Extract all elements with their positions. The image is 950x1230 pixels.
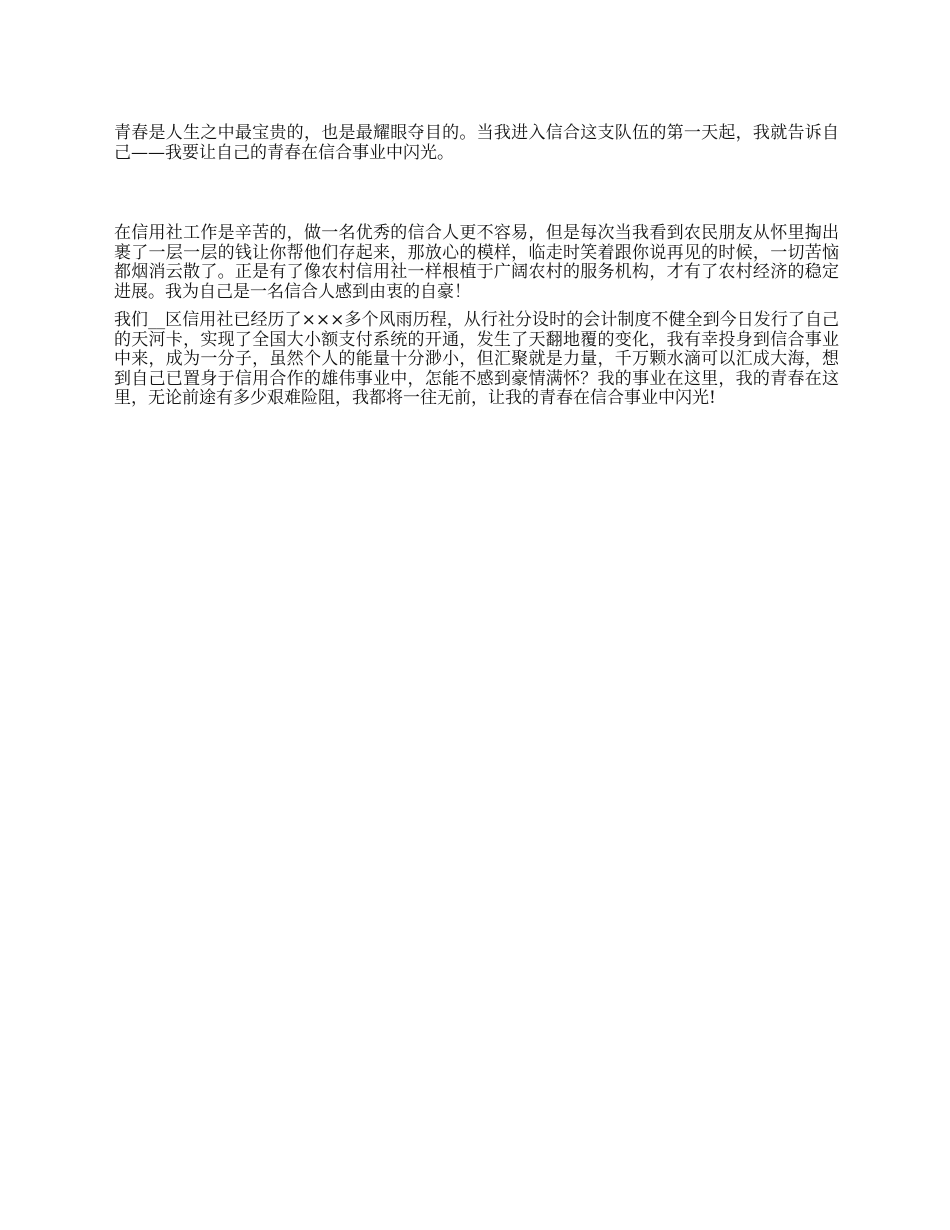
document-body (114, 124, 839, 409)
paragraph-credit-union-history: 我们__区信用社已经历了×××多个风雨历程，从行社分设时的会计制度不健全到今日发行了自己的天河卡，实现了全国大小额支付系统的开通，发生了天翻地覆的变化，我有幸投身到信合事业中来，成为一分子，虽然个人的能量十分渺小，但汇聚就是力量，千万颗水滴可以汇成大海，想到自己已置身于信用合作的雄伟事业中，怎能不感到豪情满怀？我的事业在这里，我的青春在这里，无论前途有多少艰难险阻，我都将一往无前，让我的青春在信合事业中闪光! (114, 310, 839, 408)
paragraph-youth-intro: 青春是人生之中最宝贵的，也是最耀眼夺目的。当我进入信合这支队伍的第一天起，我就告诉自己——我要让自己的青春在信合事业中闪光。 (114, 123, 839, 163)
paragraph-credit-union-work: 在信用社工作是辛苦的，做一名优秀的信合人更不容易，但是每次当我看到农民朋友从怀里掏出裹了一层一层的钱让你帮他们存起来，那放心的模样，临走时笑着跟你说再见的时候，一切苦恼都烟消云散了。正是有了像农村信用社一样根植于广阔农村的服务机构，才有了农村经济的稳定进展。我为自己是一名信合人感到由衷的自豪！ (114, 223, 839, 302)
